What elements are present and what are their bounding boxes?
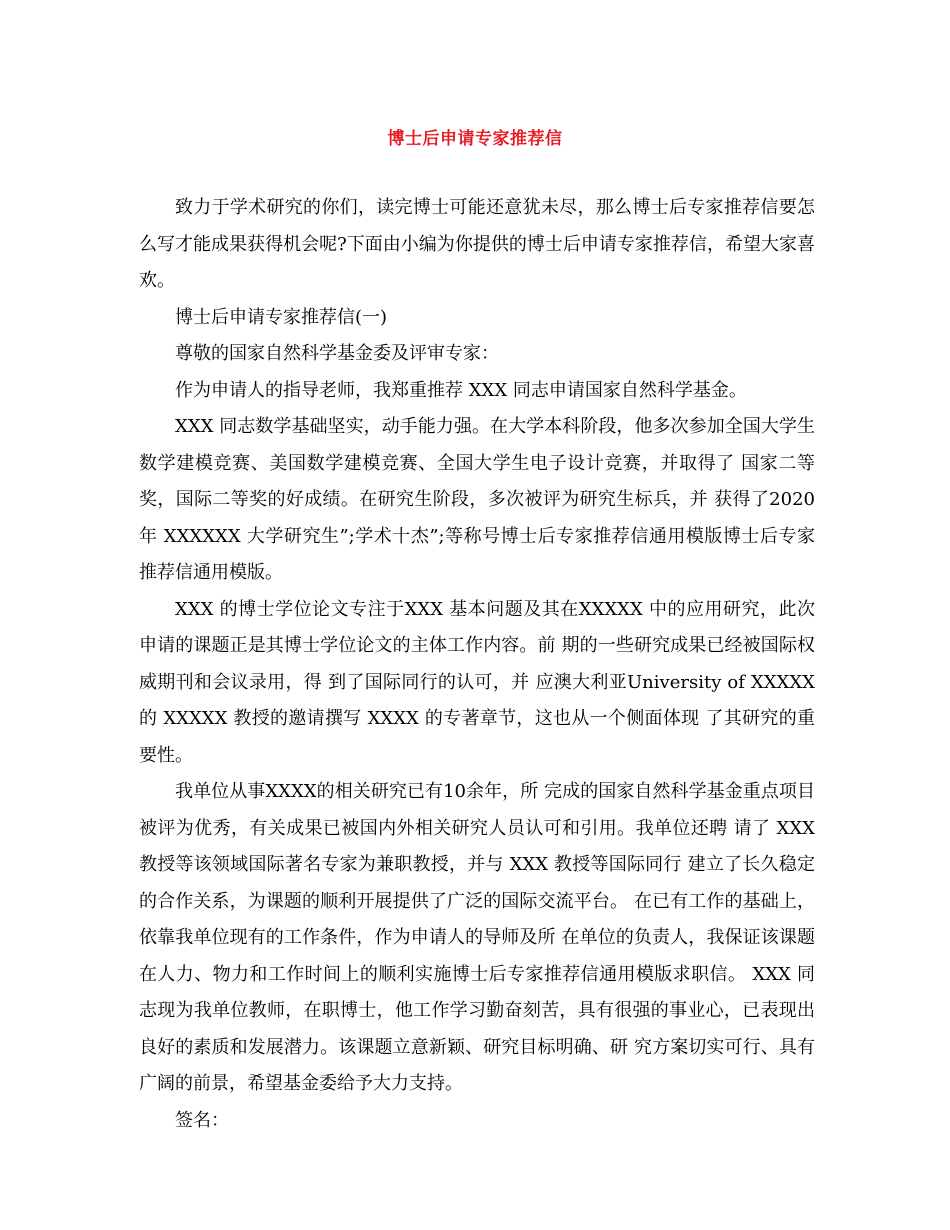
- signature-line: 签名：: [175, 1109, 229, 1131]
- dissertation-paragraph: XXX 的博士学位论文专注于XXX 基本问题及其在XXXXX 中的应用研究，此次申请的课题正是其博士学位论文的主体工作内容。前 期的一些研究成果已经被国际权威期刊和会议录用，得 到了国际同行的认可，并 应澳大利亚University of XXXXX 的 XXXXX 教授的邀请撰写 XXXX 的专著章节，这也从一个侧面体现 了其研究的重要性。: [139, 598, 815, 766]
- letter-heading: 博士后申请专家推荐信(一): [175, 306, 388, 328]
- intro-paragraph: 致力于学术研究的你们，读完博士可能还意犹未尽，那么博士后专家推荐信要怎么写才能成果获得机会呢?下面由小编为你提供的博士后申请专家推荐信，希望大家喜欢。: [139, 197, 815, 291]
- recommendation-statement: 作为申请人的指导老师，我郑重推荐 XXX 同志申请国家自然科学基金。: [175, 379, 747, 401]
- salutation: 尊敬的国家自然科学基金委及评审专家：: [175, 343, 499, 364]
- institution-support-paragraph: 我单位从事XXXX的相关研究已有10余年，所 完成的国家自然科学基金重点项目被评为优秀，有关成果已被国内外相关研究人员认可和引用。我单位还聘 请了 XXX 教授等该领域国际著名专家为兼职教授，并与 XXX 教授等国际同行 建立了长久稳定的合作关系，为课题的顺利开展提供了广泛的国际交流平台。 在已有工作的基础上，依靠我单位现有的工作条件，作为申请人的导师及所 在单位的负责人，我保证该课题在人力、物力和工作时间上的顺利实施博士后专家推荐信通用模版求职信。 XXX 同志现为我单位教师，在职博士，他工作学习勤奋刻苦，具有很强的事业心，已表现出良好的素质和发展潜力。该课题立意新颖、研究目标明确、研 究方案切实可行、具有广阔的前景，希望基金委给予大力支持。: [139, 781, 815, 1094]
- document-body: [139, 190, 815, 1139]
- candidate-background-paragraph: XXX 同志数学基础坚实，动手能力强。在大学本科阶段，他多次参加全国大学生数学建模竞赛、美国数学建模竞赛、全国大学生电子设计竞赛，并取得了 国家二等奖，国际二等奖的好成绩。在研究生阶段，多次被评为研究生标兵，并 获得了2020 年 XXXXXX 大学研究生”;学术十杰”;等称号博士后专家推荐信通用模版博士后专家推荐信通用模版。: [139, 416, 815, 583]
- document-title: 博士后申请专家推荐信: [387, 129, 563, 149]
